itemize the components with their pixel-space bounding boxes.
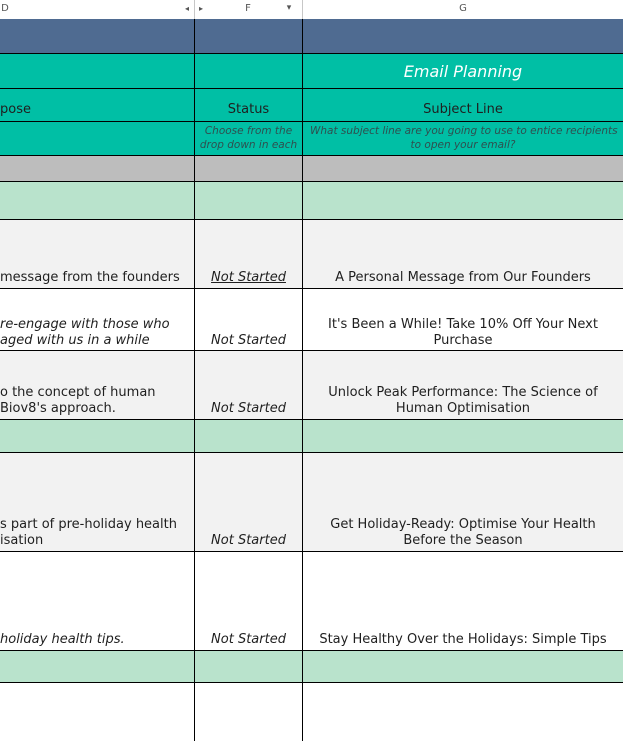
status-cell[interactable]: Not Started — [211, 270, 286, 285]
purpose-cell[interactable]: holiday health tips. — [0, 632, 125, 647]
subject-cell[interactable]: Unlock Peak Performance: The Science of Human Optimisation — [328, 385, 598, 416]
scroll-right-icon[interactable]: ▸ — [198, 4, 203, 13]
status-cell[interactable]: Not Started — [211, 333, 286, 348]
subject-cell[interactable]: Get Holiday-Ready: Optimise Your Health Before the Season — [330, 517, 596, 548]
status-header: Status — [227, 102, 270, 117]
purpose-cell[interactable]: o the concept of human Biov8's approach. — [0, 385, 156, 416]
purpose-cell[interactable]: message from the founders — [0, 270, 180, 285]
purpose-cell[interactable]: re-engage with those who aged with us in a while — [0, 317, 170, 348]
mint-band-row[interactable] — [0, 420, 623, 453]
table-row[interactable] — [0, 552, 623, 651]
table-row[interactable] — [0, 289, 623, 351]
status-hint-line2: drop down in each — [199, 139, 298, 151]
section-title: Email Planning — [403, 62, 523, 81]
status-cell[interactable]: Not Started — [211, 632, 286, 647]
empty-row[interactable] — [0, 683, 623, 741]
column-header-d[interactable]: D — [1, 3, 9, 14]
scroll-left-icon[interactable]: ◂ — [184, 4, 189, 13]
column-labels-row[interactable] — [0, 89, 623, 122]
status-cell[interactable]: Not Started — [211, 401, 286, 416]
subject-hint-line2: to open your email? — [410, 139, 516, 151]
blue-band-row[interactable] — [0, 19, 623, 54]
sheet-grid — [0, 19, 623, 741]
status-hint-line1: Choose from the — [204, 125, 293, 137]
status-cell[interactable]: Not Started — [211, 533, 286, 548]
hint-row[interactable] — [0, 122, 623, 156]
subject-header: Subject Line — [423, 102, 503, 117]
table-row[interactable] — [0, 351, 623, 420]
purpose-header: pose — [0, 102, 31, 117]
table-row[interactable] — [0, 220, 623, 289]
section-title-row[interactable] — [0, 54, 623, 89]
subject-cell[interactable]: A Personal Message from Our Founders — [335, 270, 591, 285]
column-header-f[interactable]: F — [245, 3, 251, 14]
subject-hint-line1: What subject line are you going to use to entice recipients — [310, 125, 618, 137]
subject-cell[interactable]: It's Been a While! Take 10% Off Your Next Purchase — [328, 317, 598, 348]
table-row[interactable] — [0, 453, 623, 552]
subject-cell[interactable]: Stay Healthy Over the Holidays: Simple Tips — [319, 632, 607, 647]
mint-band-row[interactable] — [0, 182, 623, 220]
column-menu-chevron-icon[interactable]: ▾ — [286, 3, 292, 13]
grey-band-row[interactable] — [0, 156, 623, 182]
purpose-cell[interactable]: s part of pre-holiday health isation — [0, 517, 177, 548]
mint-band-row[interactable] — [0, 651, 623, 683]
column-header-g[interactable]: G — [459, 3, 467, 14]
column-header-bar — [0, 0, 623, 20]
